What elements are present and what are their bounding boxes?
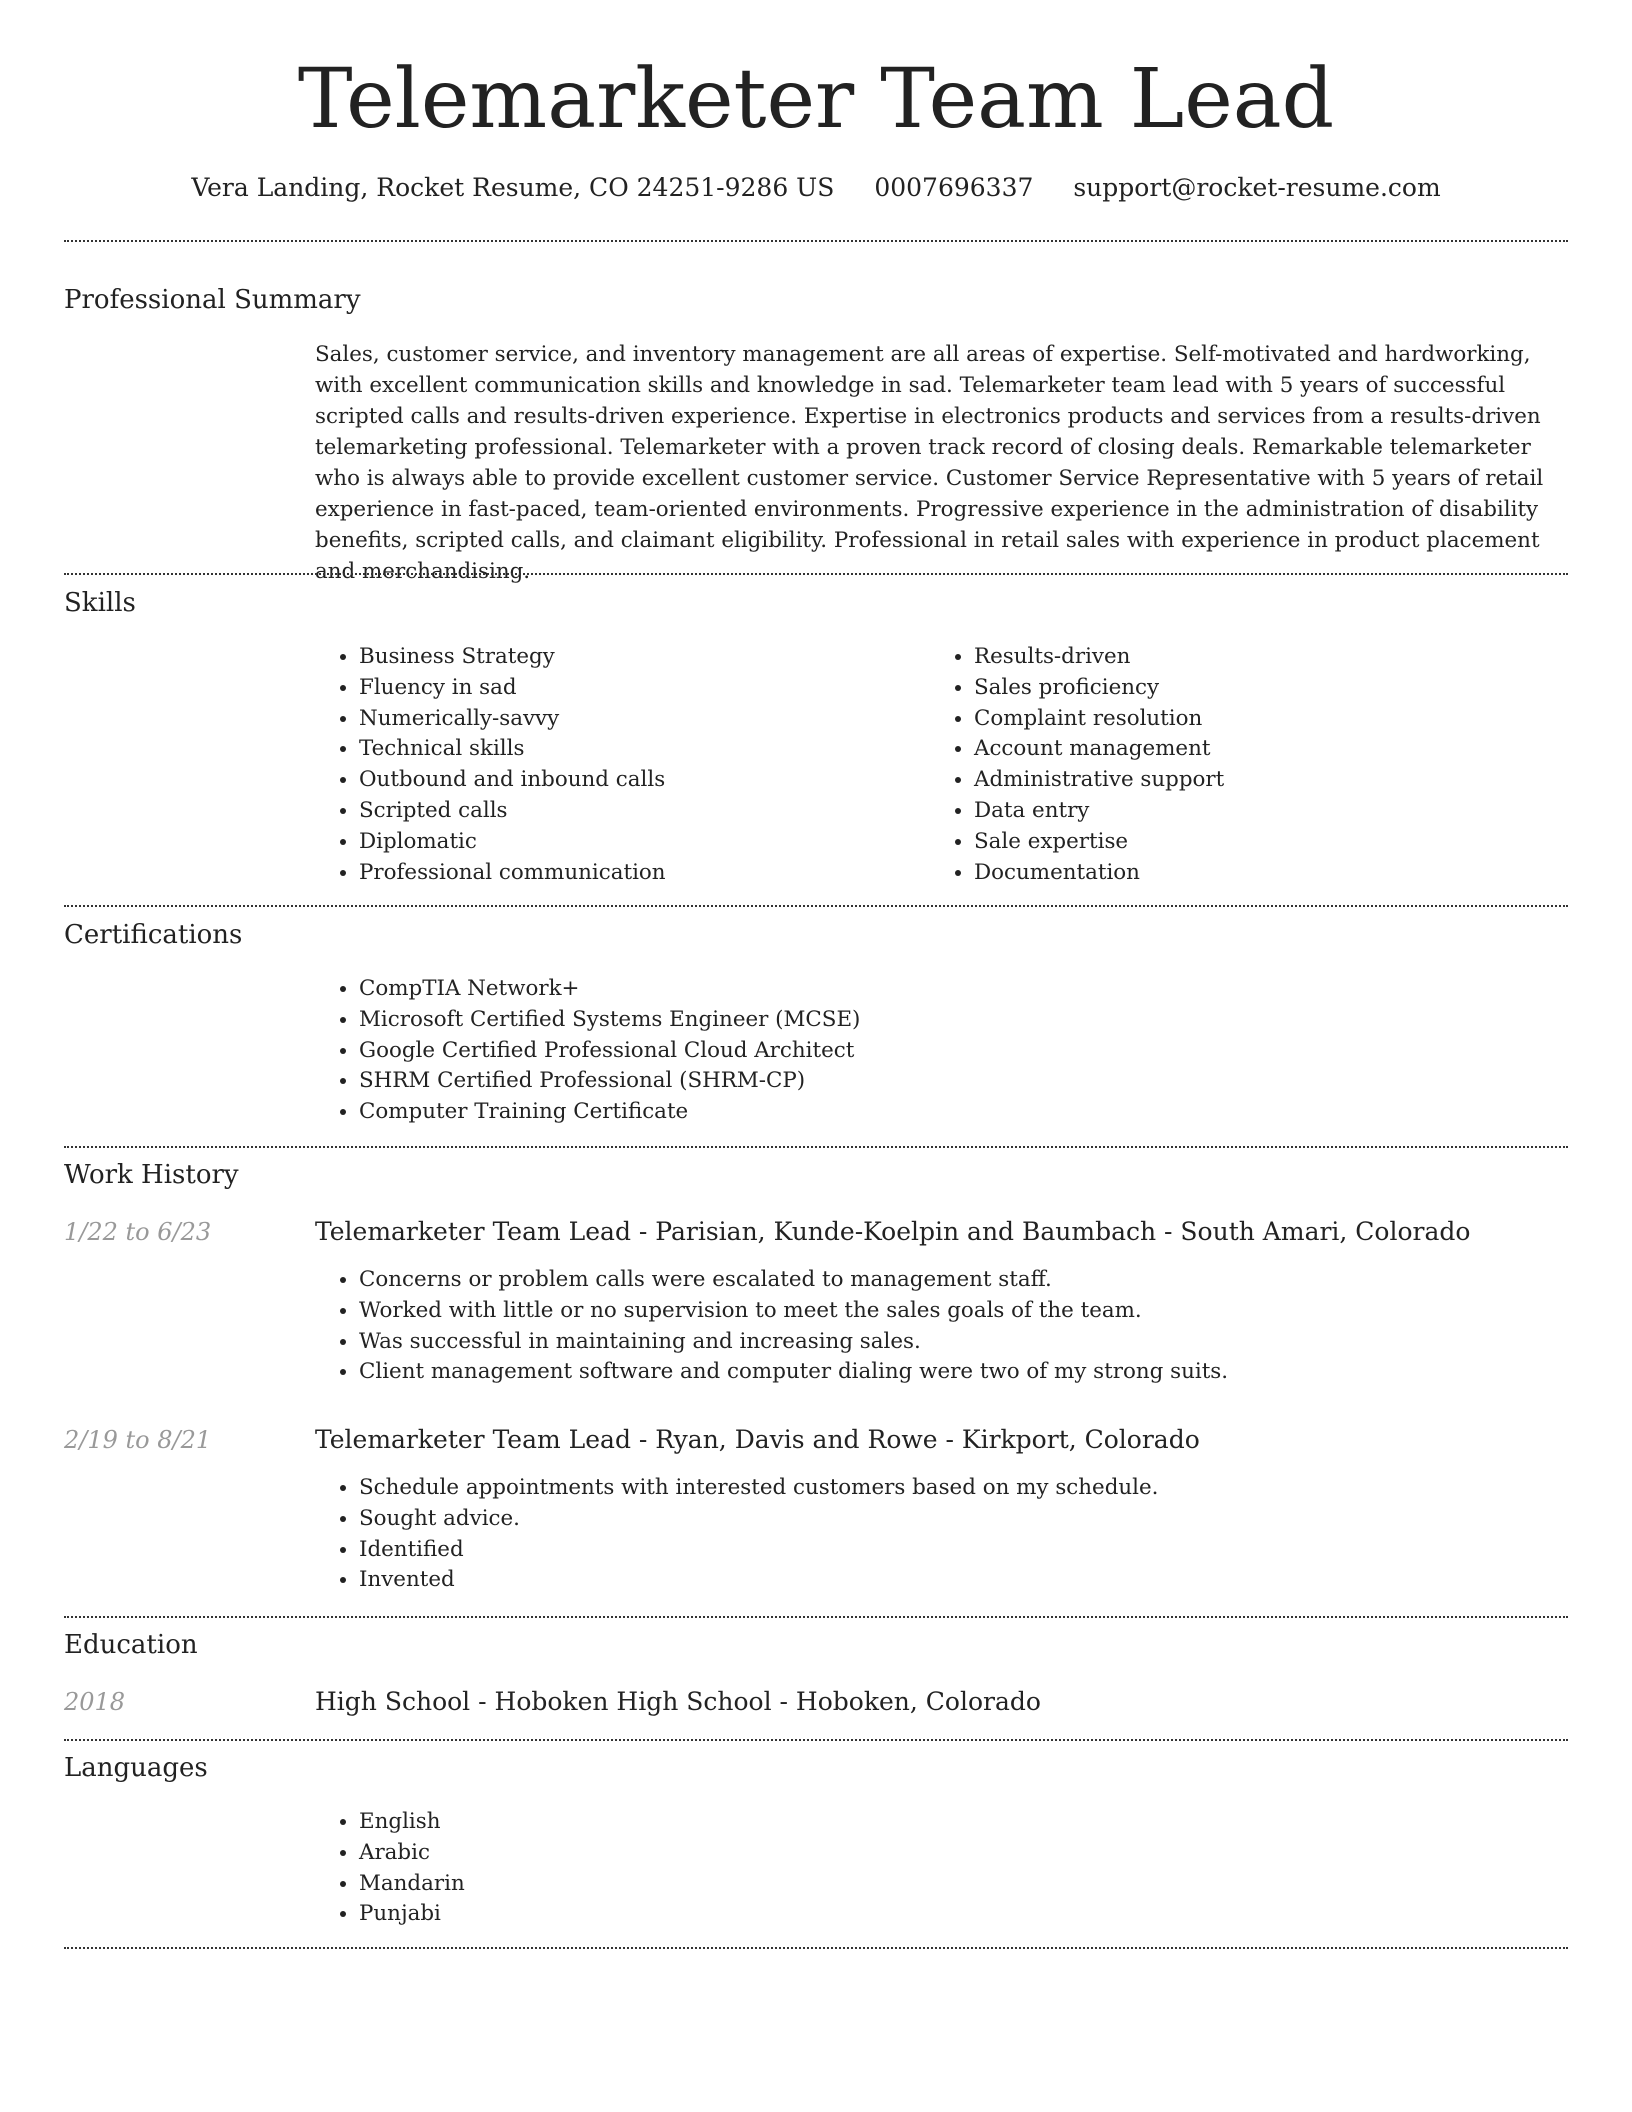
list-item: • Concerns or problem calls were escalated to management staff. <box>359 1265 1559 1296</box>
section-title-skills: Skills <box>64 588 136 618</box>
job-bullets <box>315 1265 1559 1388</box>
list-item: • Sought advice. <box>359 1504 1559 1535</box>
divider <box>64 573 1568 575</box>
list-item: • Administrative support <box>974 765 1534 796</box>
list-item: • Punjabi <box>359 1899 959 1930</box>
list-item: • CompTIA Network+ <box>359 974 1559 1005</box>
list-item: • Google Certified Professional Cloud Architect <box>359 1036 1559 1067</box>
list-item: • Mandarin <box>359 1869 959 1900</box>
section-title-certifications: Certifications <box>64 920 243 950</box>
contact-phone: 0007696337 <box>874 173 1034 202</box>
skills-list-left <box>315 642 919 888</box>
divider <box>64 240 1568 242</box>
list-item: • English <box>359 1807 959 1838</box>
section-title-work-history: Work History <box>64 1160 239 1190</box>
list-item: • Worked with little or no supervision to meet the sales goals of the team. <box>359 1296 1559 1327</box>
list-item: • Data entry <box>974 796 1534 827</box>
divider <box>64 1616 1568 1618</box>
contact-email: support@rocket-resume.com <box>1073 173 1441 202</box>
job-title: Telemarketer Team Lead - Parisian, Kunde-Koelpin and Baumbach - South Amari, Colorado <box>315 1217 1471 1246</box>
contact-address: Vera Landing, Rocket Resume, CO 24251-9286 US <box>191 173 835 202</box>
education-year: 2018 <box>64 1688 126 1716</box>
list-item: • Numerically-savvy <box>359 704 919 735</box>
list-item: • Scripted calls <box>359 796 919 827</box>
list-item: • Professional communication <box>359 858 919 889</box>
job-dates: 2/19 to 8/21 <box>64 1426 212 1454</box>
list-item: • Complaint resolution <box>974 704 1534 735</box>
education-entry: High School - Hoboken High School - Hoboken, Colorado <box>315 1687 1041 1716</box>
list-item: • Business Strategy <box>359 642 919 673</box>
list-item: • Fluency in sad <box>359 673 919 704</box>
list-item: • Computer Training Certificate <box>359 1097 1559 1128</box>
section-title-languages: Languages <box>64 1753 208 1783</box>
list-item: • Schedule appointments with interested customers based on my schedule. <box>359 1473 1559 1504</box>
list-item: • Diplomatic <box>359 827 919 858</box>
list-item: • Account management <box>974 734 1534 765</box>
section-title-summary: Professional Summary <box>64 285 361 315</box>
list-item: • Outbound and inbound calls <box>359 765 919 796</box>
divider <box>64 1146 1568 1148</box>
divider <box>64 1947 1568 1949</box>
section-title-education: Education <box>64 1630 198 1660</box>
list-item: • Microsoft Certified Systems Engineer (MCSE) <box>359 1005 1559 1036</box>
list-item: • Client management software and computer dialing were two of my strong suits. <box>359 1357 1559 1388</box>
contact-line <box>64 170 1568 206</box>
list-item: • Arabic <box>359 1838 959 1869</box>
certifications-list <box>315 974 1559 1128</box>
list-item: • Was successful in maintaining and increasing sales. <box>359 1327 1559 1358</box>
list-item: • Documentation <box>974 858 1534 889</box>
list-item: • Sale expertise <box>974 827 1534 858</box>
job-bullets <box>315 1473 1559 1596</box>
divider <box>64 1739 1568 1741</box>
list-item: • Identified <box>359 1535 1559 1566</box>
list-item: • Results-driven <box>974 642 1534 673</box>
summary-text: Sales, customer service, and inventory management are all areas of expertise. Self-motivated and hardworking, with excellent communication skills and knowledge in sad. Telemarketer team lead with 5 years of successful scripted calls and results-driven experience. Expertise in electronics products and services from a results-driven telemarketing professional. Telemarketer with a proven track record of closing deals. Remarkable telemarketer who is always able to provide excellent customer service. Customer Service Representative with 5 years of retail experience in fast-paced, team-oriented environments. Progressive experience in the administration of disability benefits, scripted calls, and claimant eligibility. Professional in retail sales with experience in product placement and merchandising. <box>315 342 1544 584</box>
job-dates: 1/22 to 6/23 <box>64 1218 212 1246</box>
list-item: • Invented <box>359 1565 1559 1596</box>
skills-list-right <box>930 642 1534 888</box>
languages-list <box>315 1807 959 1930</box>
list-item: • Sales proficiency <box>974 673 1534 704</box>
list-item: • Technical skills <box>359 734 919 765</box>
divider <box>64 905 1568 907</box>
job-title: Telemarketer Team Lead - Ryan, Davis and Rowe - Kirkport, Colorado <box>315 1425 1200 1454</box>
list-item: • SHRM Certified Professional (SHRM-CP) <box>359 1066 1559 1097</box>
resume-title: Telemarketer Team Lead <box>297 52 1335 147</box>
